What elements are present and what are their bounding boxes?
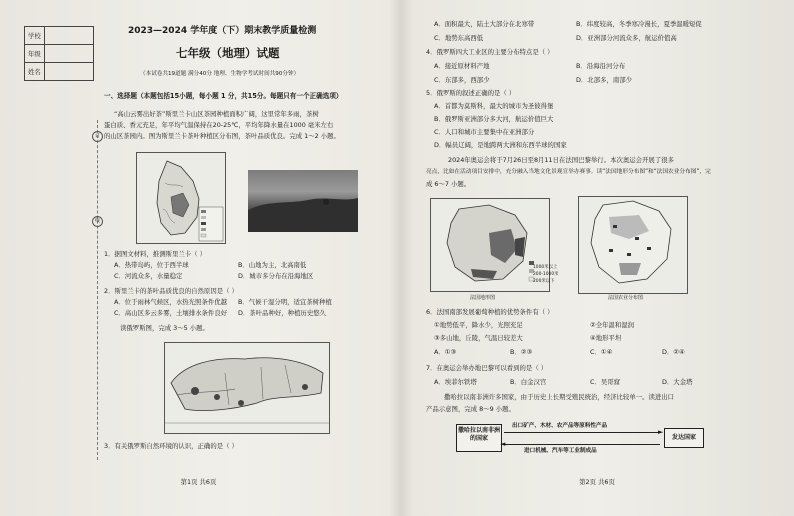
q4-option-b[interactable]: B．沿海沿河分布 (576, 62, 626, 70)
margin-mark: 线 (92, 216, 103, 227)
margin-mark: 订 (92, 131, 103, 142)
q1-option-c[interactable]: C．河流众多，水量稳定 (114, 272, 183, 280)
q2-option-a[interactable]: A．位于雨林气候区，水热光照条件优越 (114, 298, 228, 306)
developed-countries-box: 发达国家 (664, 428, 704, 448)
grade-field[interactable] (44, 45, 93, 63)
exam-title: 2023—2024 学年度（下）期末教学质量检测 (128, 26, 317, 36)
question-6: 6．法国南部发展葡萄种植的优势条件有（ ） (426, 308, 554, 316)
intro-line: 的山区茶园内。图为斯里兰卡茶叶种植区分布图，茶叶品质优良。完成 1～2 小题。 (104, 132, 340, 140)
france-terrain-map (430, 198, 559, 292)
q4-option-d[interactable]: D．北部多，南部少 (576, 76, 633, 84)
q3-5-intro: 读俄罗斯图，完成 3～5 小题。 (120, 324, 209, 332)
intro-2-line: 成 6～7 小题。 (426, 180, 471, 188)
legend-item: 200-1000米 (533, 272, 559, 277)
section-1-heading: 一、选择题（本题包括15小题，每小题 1 分，共15分。每题只有一个正确选项） (104, 92, 343, 100)
q5-option-b[interactable]: B．俄罗斯亚洲部分多大河，航运价值巨大 (434, 115, 554, 123)
question-1: 1．据图文材料，推测斯里兰卡（ ） (104, 250, 206, 258)
q2-option-d[interactable]: D．茶叶品种好，种植历史悠久 (238, 309, 326, 317)
student-info-table (24, 26, 94, 81)
export-label: 出口矿产、木材、农产品等原料性产品 (512, 423, 608, 429)
question-2: 2．斯里兰卡的茶叶品质优良的自然原因是（ ） (104, 287, 238, 295)
question-5: 5．俄罗斯的叙述正确的是（ ） (426, 89, 516, 97)
france-terrain-map-graphic (431, 199, 549, 291)
africa-countries-box: 撒哈拉以南非洲的国家 (456, 424, 502, 452)
question-3: 3．有关俄罗斯自然环境的认识，正确的是（ ） (104, 442, 238, 450)
question-4: 4．俄罗斯四大工业区的主要分布特点是（ ） (426, 48, 554, 56)
q2-option-c[interactable]: C．高山区多云多雾，土壤排水条件良好 (114, 309, 228, 317)
q1-option-b[interactable]: B．山地为主，北高南低 (238, 261, 307, 269)
name-field[interactable] (44, 63, 93, 81)
q1-option-a[interactable]: A．热带岛屿，位于西半球 (114, 261, 189, 269)
q4-option-a[interactable]: A．接近原材料产地 (434, 62, 490, 70)
grade-label: 年级 (25, 45, 45, 63)
intro-3-line: 撒哈拉以南非洲许多国家，由于历史上长期受殖民统治，经济比较单一。读进出口 (444, 393, 675, 401)
q7-option-a[interactable]: A．埃菲尔铁塔 (434, 378, 477, 386)
import-arrow (504, 444, 660, 445)
q3-option-b[interactable]: B．纬度较高，冬季寒冷漫长，夏季温暖短促 (576, 20, 702, 28)
q3-option-a[interactable]: A．面积最大，陆土大部分在北寒带 (434, 20, 535, 28)
intro-line: 蛋白质、香元充足，年平均气温保持在20-25℃，平均年降水量在1000 毫米左右 (104, 121, 334, 129)
q6-option-c[interactable]: C．①④ (590, 348, 613, 356)
page-footer: 第1页 共6页 (180, 478, 217, 486)
intro-line: “高山云雾出好茶”斯里兰卡山区茶园种植面积广阔，这里常年多雨，茶树 (114, 110, 319, 118)
france-agriculture-map (578, 196, 688, 294)
q6-option-d[interactable]: D．②④ (662, 348, 685, 356)
q5-option-a[interactable]: A．首都为莫斯科，最大的城市为圣彼得堡 (434, 102, 554, 110)
sri-lanka-map-graphic (137, 153, 225, 243)
sri-lanka-map (136, 152, 226, 244)
q2-option-b[interactable]: B．气候干湿分明，适宜茶树种植 (238, 298, 332, 306)
tea-garden-photo-graphic (248, 170, 358, 232)
q6-option-a[interactable]: A．①③ (434, 348, 457, 356)
q4-option-c[interactable]: C．东部多，西部少 (434, 76, 490, 84)
q5-option-d[interactable]: D．幅员辽阔，是地跨两大洲和东西半球的国家 (434, 141, 567, 149)
q7-option-d[interactable]: D．大金塔 (662, 378, 693, 386)
q6-feature: ①地势低平，降水少，光照充足 (434, 321, 523, 329)
map-caption: 法国地形图 (470, 295, 496, 301)
intro-2-line: 亮点，比如在活动项目安排中，充分融入当地文化景观宣举办赛事。读“法国地形分布图”和“法国农业分布图”，完 (426, 169, 711, 175)
russia-map (164, 342, 330, 434)
q6-feature: ②全年温和湿润 (590, 321, 635, 329)
russia-map-graphic (165, 343, 329, 433)
binding-line (97, 120, 98, 460)
page-footer: 第2页 共6页 (579, 478, 615, 486)
export-arrow (504, 432, 660, 433)
arrow-head-icon: ► (658, 428, 664, 436)
question-7: 7．在奥运会举办地巴黎可以看到的是（ ） (426, 364, 548, 372)
name-label: 姓名 (25, 63, 45, 81)
intro-3-line: 产品示意图，完成 8～9 小题。 (426, 405, 515, 413)
page-2 (400, 0, 794, 516)
q6-option-b[interactable]: B．②③ (510, 348, 533, 356)
tea-garden-photo (248, 170, 358, 232)
q7-option-b[interactable]: B．白金汉宫 (510, 378, 547, 386)
arrow-head-icon: ◄ (500, 440, 506, 448)
school-label: 学校 (25, 27, 45, 45)
q5-option-c[interactable]: C．人口和城市主要集中在亚洲部分 (434, 128, 535, 136)
legend-item: 1000米以上 (533, 265, 558, 270)
q7-option-c[interactable]: C．吴哥窟 (590, 378, 621, 386)
q6-feature: ③多山地，丘陵，气温日较差大 (434, 334, 523, 342)
q3-option-d[interactable]: D．亚洲部分河流众多，航运价值高 (576, 34, 677, 42)
legend-item: 200米以下 (533, 279, 555, 284)
q6-feature: ④地形平坦 (590, 334, 622, 342)
france-agriculture-map-graphic (579, 197, 687, 293)
map-caption: 法国农业分布图 (608, 295, 644, 301)
q1-option-d[interactable]: D．城市多分布在沿海地区 (238, 272, 314, 280)
exam-subtitle: 七年级（地理）试题 (176, 46, 280, 60)
import-label: 进口机械、汽车等工业制成品 (524, 448, 597, 454)
q3-option-c[interactable]: C．地势东高西低 (434, 34, 484, 42)
school-field[interactable] (44, 27, 93, 45)
intro-2-line: 2024年奥运会将于7月26日至8月11日在法国巴黎举行。本次奥运会开展了很多 (448, 156, 674, 164)
exam-note: （本试卷共19道题 满分40分 地理、生物学考试时间共90分钟） (140, 71, 300, 77)
